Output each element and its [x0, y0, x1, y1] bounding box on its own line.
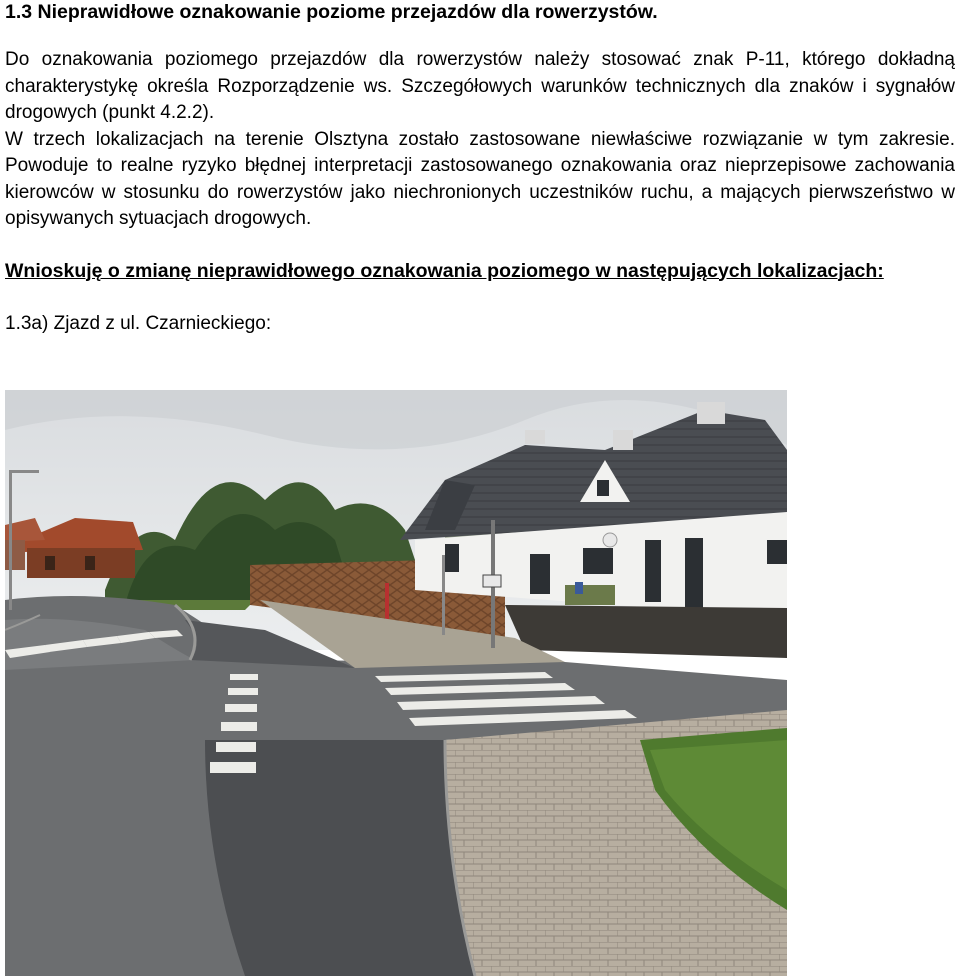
subsection-title: 1.3a) Zjazd z ul. Czarnieckiego:	[5, 312, 272, 334]
street-photo	[5, 390, 787, 976]
request-statement: Wnioskuję o zmianę nieprawidłowego oznakowania poziomego w następujących lokalizacjach:	[5, 259, 884, 282]
document-page	[5, 0, 955, 356]
paragraph-problem: W trzech lokalizacjach na terenie Olsztyna zostało zastosowane niewłaściwe rozwiązanie w tym zakresie. Powoduje to realne ryzyko błędnej interpretacji zastosowanego oznakowania oraz nieprzepisowe zachowania kierowców w stosunku do rowerzystów jako niechronionych uczestników ruchu, a mających pierwszeństwo w opisywanych sytuacjach drogowych.	[5, 128, 955, 229]
paragraph-regulation: Do oznakowania poziomego przejazdów dla rowerzystów należy stosować znak P-11, którego dokładną charakterystykę określa Rozporządzenie ws. Szczegółowych warunków technicznych dla znaków i sygnałów drogowych (punkt 4.2.2).	[5, 49, 955, 123]
section-title: 1.3 Nieprawidłowe oznakowanie poziome przejazdów dla rowerzystów.	[5, 1, 658, 23]
